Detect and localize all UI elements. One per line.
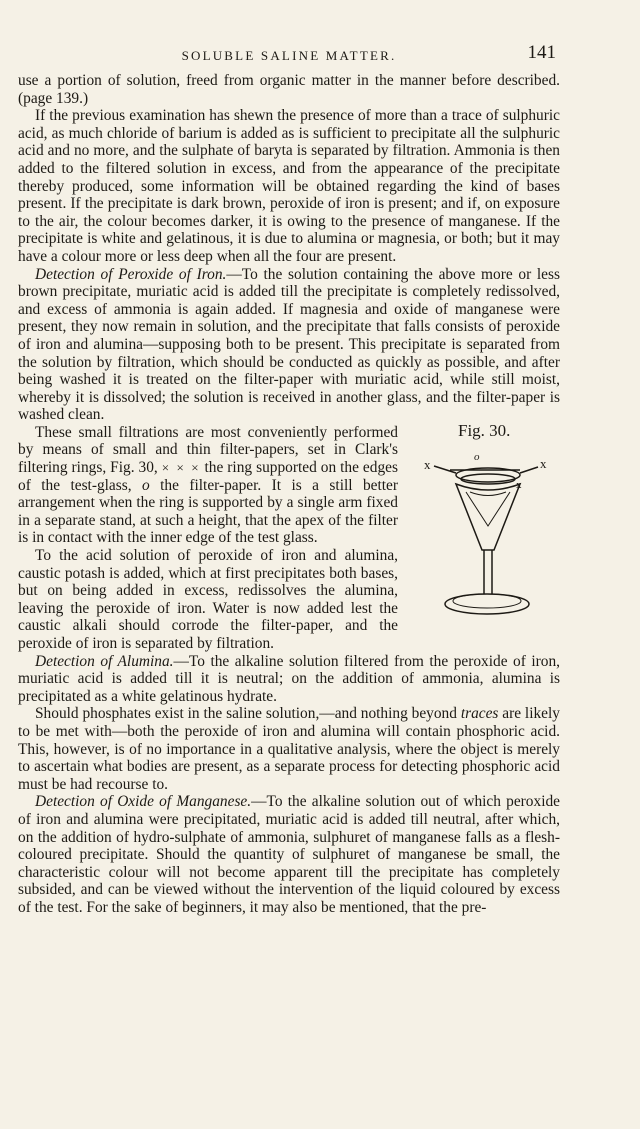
ring-marks: × × × [161,460,201,476]
figure-caption: Fig. 30. [458,420,511,440]
label-x-lower: x [516,478,522,491]
paragraph: These small filtrations are most conveniently performed by means of small and thin filter-papers, set in Clark's filtering rings, Fig. 30, × × × the ring supported on the edges of the test-glass, o the filter-paper. It is a still better arrangement when the ring is supported by a single arm fixed in a separate stand, at such a height, that the apex of the filter is in contact with the inner edge of the test glass. [18,423,398,547]
section-heading: Detection of Alumina. [35,652,174,670]
section-heading: Detection of Oxide of Manganese. [35,793,252,811]
test-glass-bowl [456,484,520,550]
paragraph: use a portion of solution, freed from organic matter in the manner before described. (page 139.) [18,72,560,107]
section-heading: Detection of Peroxide of Iron. [35,265,227,283]
figure-filtering-ring [410,420,560,623]
filter-ring-illustration [410,446,560,621]
label-o: o [474,450,480,463]
running-head: SOLUBLE SALINE MATTER. [181,48,397,63]
body-text [18,72,560,917]
paragraph: Detection of Peroxide of Iron.—To the solution containing the above more or less brown precipitate, muriatic acid is added till the precipitate is completely redissolved, and excess of ammonia is again added. If magnesia and oxide of manganese were present, they now remain in solution, and the precipitate that falls consists of peroxide of iron and alumina—supposing both to be present. This precipitate is separated from the solution by filtration, which should be conducted as quickly as possible, and after being washed it is treated on the filter-paper with muriatic acid, while still moist, whereby it is dissolved; the solution is received in another glass, and the filter-paper is washed clean. [18,265,560,424]
paragraph: If the previous examination has shewn the presence of more than a trace of sulphuric acid, as much chloride of barium is added as is sufficient to precipitate all the sulphuric acid and no more, and the sulphate of baryta is separated by filtration. Ammonia is then added to the filtered solution in excess, and from the appearance of the precipitate thereby produced, some information will be obtained regarding the kind of bases present. If the precipitate is dark brown, peroxide of iron is present; and if, on exposure to the air, the colour becomes darker, it is owing to the presence of manganese. If the precipitate is white and gelatinous, it is due to alumina or magnesia, or both; but it may have a colour more or less deep when all the four are present. [18,107,560,265]
label-x-left: x [424,456,431,472]
page-header [18,42,560,72]
paragraph: Detection of Alumina.—To the alkaline solution filtered from the peroxide of iron, muriatic acid is added till it is neutral; on the addition of ammonia, alumina is precipitated as a white gelatinous hydrate. [18,652,561,705]
paragraph: Detection of Oxide of Manganese.—To the alkaline solution out of which peroxide of iron and alumina were precipitated, muriatic acid is added till neutral, after which, on the addition of hydro-sulphate of ammonia, sulphuret of manganese falls as a flesh-coloured precipitate. Should the quantity of sulphuret of manganese be small, the characteristic colour will not become apparent till the precipitate has completely subsided, and can be viewed without the intervention of the liquid coloured by excess of the test. For the sake of beginners, it may also be mentioned, that the pre- [18,793,560,916]
page-number: 141 [527,42,556,63]
paragraph: To the acid solution of peroxide of iron and alumina, caustic potash is added, which at first precipitates both bases, but on being added in excess, redissolves the alumina, leaving the peroxide of iron. Water is now added lest the caustic alkali should corrode the filter-paper, and the peroxide of iron is separated by filtration. [18,547,398,652]
paragraph: Should phosphates exist in the saline solution,—and nothing beyond traces are likely to be met with—both the peroxide of iron and alumina will contain phosphoric acid. This, however, is of no importance in a qualitative analysis, where the object is merely to ascertain what bodies are present, as a separate process for detecting phosphoric acid must be had recourse to. [18,705,560,793]
label-x-right: x [540,455,547,471]
test-glass-stem [484,550,492,594]
book-page [18,42,560,917]
